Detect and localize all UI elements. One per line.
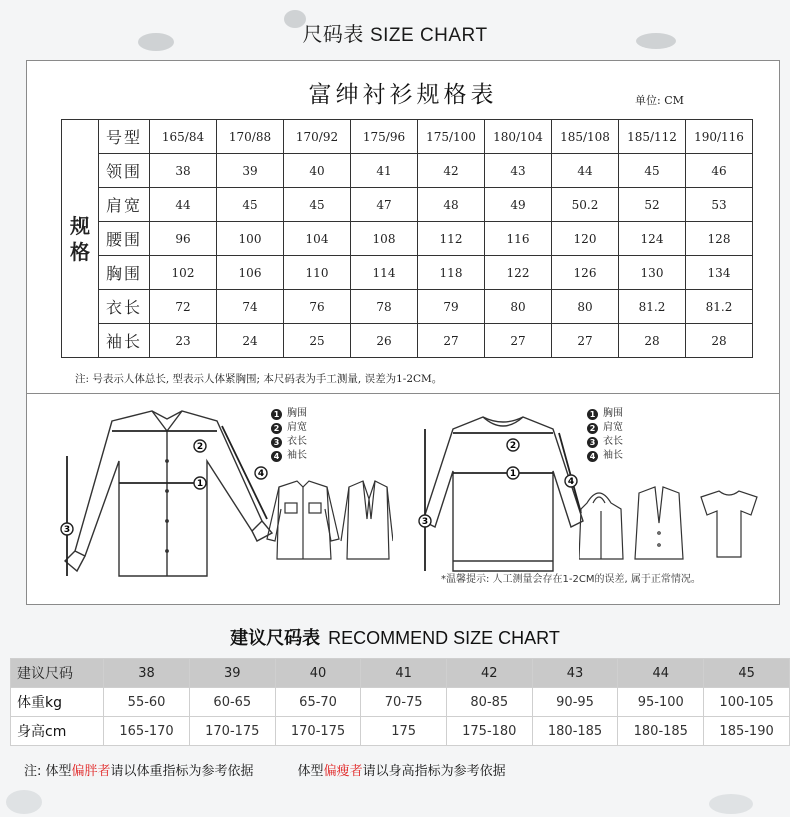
spec-cell: 102 — [150, 256, 217, 290]
spec-cell: 39 — [217, 154, 284, 188]
svg-text:1: 1 — [196, 479, 204, 489]
note-body-type: 体型 — [297, 764, 324, 779]
spec-cell: 134 — [686, 256, 753, 290]
spec-row — [62, 256, 753, 290]
spec-cell: 118 — [418, 256, 485, 290]
recommend-cell: 170-175 — [189, 717, 275, 746]
recommend-cell: 100-105 — [704, 688, 790, 717]
recommend-title — [0, 624, 790, 650]
spec-cell: 25 — [284, 324, 351, 358]
recommend-table — [10, 658, 790, 746]
legend-text: 肩宽 — [603, 422, 623, 433]
svg-text:2: 2 — [509, 441, 517, 451]
spec-cell: 112 — [418, 222, 485, 256]
spec-cell: 27 — [485, 324, 552, 358]
spec-size-header: 175/96 — [351, 120, 418, 154]
recommend-cell: 170-175 — [275, 717, 361, 746]
spec-cell: 44 — [150, 188, 217, 222]
legend-item — [587, 407, 623, 421]
spec-cell: 53 — [686, 188, 753, 222]
legend-item — [271, 421, 307, 435]
svg-text:3: 3 — [421, 517, 429, 527]
legend-text: 袖长 — [603, 450, 623, 461]
spec-cell: 43 — [485, 154, 552, 188]
legend-item — [587, 449, 623, 463]
recommend-cell: 180-185 — [618, 717, 704, 746]
spec-row — [62, 324, 753, 358]
recommend-cell: 70-75 — [361, 688, 446, 717]
spec-cell: 80 — [552, 290, 619, 324]
recommend-row-label: 身高cm — [11, 717, 104, 746]
recommend-size-header: 40 — [275, 659, 361, 688]
warm-tip: *温馨提示: 人工测量会存在1-2CM的误差, 属于正常情况。 — [441, 574, 701, 585]
decor-blob-bottom-right — [706, 790, 756, 816]
spec-size-header: 190/116 — [686, 120, 753, 154]
recommend-size-header: 43 — [532, 659, 618, 688]
spec-cell: 52 — [619, 188, 686, 222]
legend-text: 胸围 — [287, 408, 307, 419]
recommend-size-header: 45 — [704, 659, 790, 688]
spec-cell: 26 — [351, 324, 418, 358]
spec-cell: 28 — [619, 324, 686, 358]
spec-cell: 38 — [150, 154, 217, 188]
recommend-header-label: 建议尺码 — [11, 659, 104, 688]
spec-cell: 79 — [418, 290, 485, 324]
spec-cell: 72 — [150, 290, 217, 324]
spec-cell: 100 — [217, 222, 284, 256]
spec-cell: 42 — [418, 154, 485, 188]
spec-cell: 96 — [150, 222, 217, 256]
legend-number: 1 — [271, 409, 282, 420]
svg-text:4: 4 — [257, 469, 265, 479]
spec-cell: 114 — [351, 256, 418, 290]
recommend-cell: 90-95 — [532, 688, 618, 717]
recommend-cell: 165-170 — [104, 717, 190, 746]
spec-note: 注: 号表示人体总长, 型表示人体紧胸围; 本尺码表为手工测量, 误差为1-2CM。 — [75, 373, 443, 385]
spec-cell: 104 — [284, 222, 351, 256]
page-title-cn: 尺码表 — [302, 22, 364, 46]
spec-divider — [27, 393, 779, 394]
recommend-cell: 175-180 — [446, 717, 532, 746]
spec-cell: 27 — [418, 324, 485, 358]
svg-text:1: 1 — [509, 469, 517, 479]
legend-number: 3 — [271, 437, 282, 448]
spec-size-header: 170/92 — [284, 120, 351, 154]
spec-cell: 110 — [284, 256, 351, 290]
casual-wear-illustration — [579, 483, 759, 563]
spec-cell: 120 — [552, 222, 619, 256]
spec-size-header: 170/88 — [217, 120, 284, 154]
spec-cell: 45 — [284, 188, 351, 222]
recommend-row — [11, 717, 790, 746]
recommend-row — [11, 688, 790, 717]
spec-cell: 130 — [619, 256, 686, 290]
legend-number: 4 — [271, 451, 282, 462]
legend-text: 衣长 — [287, 436, 307, 447]
recommend-cell: 180-185 — [532, 717, 618, 746]
spec-cell: 126 — [552, 256, 619, 290]
spec-row-label: 肩宽 — [99, 188, 150, 222]
recommend-row-label: 体重kg — [11, 688, 104, 717]
spec-row-label: 胸围 — [99, 256, 150, 290]
spec-row-label: 袖长 — [99, 324, 150, 358]
svg-text:4: 4 — [567, 477, 575, 487]
legend-number: 4 — [587, 451, 598, 462]
legend-number: 1 — [587, 409, 598, 420]
recommend-size-header: 42 — [446, 659, 532, 688]
spec-cell: 81.2 — [686, 290, 753, 324]
sweater-measure-illustration — [413, 401, 593, 581]
spec-cell: 24 — [217, 324, 284, 358]
legend-item — [587, 435, 623, 449]
spec-cell: 50.2 — [552, 188, 619, 222]
spec-cell: 78 — [351, 290, 418, 324]
svg-text:3: 3 — [63, 525, 71, 535]
recommend-size-header: 41 — [361, 659, 446, 688]
spec-cell: 40 — [284, 154, 351, 188]
legend-text: 肩宽 — [287, 422, 307, 433]
spec-unit: 单位: CM — [635, 94, 684, 107]
recommend-title-cn: 建议尺码表 — [230, 628, 321, 649]
note-height-rule: 请以身高指标为参考依据 — [362, 764, 506, 779]
shirt-legend — [271, 407, 307, 463]
spec-size-header: 180/104 — [485, 120, 552, 154]
spec-cell: 122 — [485, 256, 552, 290]
svg-text:2: 2 — [196, 442, 204, 452]
spec-size-header: 165/84 — [150, 120, 217, 154]
spec-row — [62, 188, 753, 222]
page-title-en: SIZE CHART — [369, 25, 488, 46]
legend-item — [271, 435, 307, 449]
spec-title: 富绅衬衫规格表 — [308, 82, 498, 108]
legend-number: 2 — [587, 423, 598, 434]
spec-cell: 124 — [619, 222, 686, 256]
spec-row — [62, 154, 753, 188]
spec-cell: 44 — [552, 154, 619, 188]
spec-row — [62, 290, 753, 324]
recommend-note — [24, 760, 506, 779]
legend-item — [271, 449, 307, 463]
recommend-cell: 185-190 — [704, 717, 790, 746]
spec-cell: 45 — [217, 188, 284, 222]
spec-cell: 108 — [351, 222, 418, 256]
spec-cell: 81.2 — [619, 290, 686, 324]
recommend-size-header: 39 — [189, 659, 275, 688]
page-title — [0, 18, 790, 47]
spec-cell: 23 — [150, 324, 217, 358]
legend-number: 2 — [271, 423, 282, 434]
spec-cell: 80 — [485, 290, 552, 324]
recommend-cell: 80-85 — [446, 688, 532, 717]
legend-text: 胸围 — [603, 408, 623, 419]
spec-side-label: 规格 — [62, 120, 99, 358]
spec-cell: 128 — [686, 222, 753, 256]
legend-text: 衣长 — [603, 436, 623, 447]
spec-header-label: 号型 — [99, 120, 150, 154]
spec-table — [61, 119, 753, 358]
recommend-size-header: 38 — [104, 659, 190, 688]
spec-cell: 28 — [686, 324, 753, 358]
spec-row — [62, 222, 753, 256]
spec-size-header: 175/100 — [418, 120, 485, 154]
spec-size-header: 185/108 — [552, 120, 619, 154]
spec-size-header: 185/112 — [619, 120, 686, 154]
legend-text: 袖长 — [287, 450, 307, 461]
spec-row-label: 领围 — [99, 154, 150, 188]
spec-cell: 49 — [485, 188, 552, 222]
recommend-header-row — [11, 659, 790, 688]
recommend-cell: 95-100 — [618, 688, 704, 717]
spec-cell: 76 — [284, 290, 351, 324]
spec-cell: 74 — [217, 290, 284, 324]
spec-row-label: 衣长 — [99, 290, 150, 324]
jacket-illustration — [263, 479, 393, 563]
spec-card — [26, 60, 780, 605]
recommend-cell: 175 — [361, 717, 446, 746]
spec-cell: 45 — [619, 154, 686, 188]
spec-row-label: 腰围 — [99, 222, 150, 256]
spec-cell: 27 — [552, 324, 619, 358]
recommend-cell: 60-65 — [189, 688, 275, 717]
note-weight-rule: 请以体重指标为参考依据 — [110, 764, 254, 779]
sweater-legend — [587, 407, 623, 463]
spec-cell: 48 — [418, 188, 485, 222]
recommend-cell: 55-60 — [104, 688, 190, 717]
spec-cell: 106 — [217, 256, 284, 290]
legend-item — [587, 421, 623, 435]
spec-cell: 41 — [351, 154, 418, 188]
note-prefix: 注: 体型 — [24, 764, 72, 779]
note-slim: 偏瘦者 — [323, 764, 363, 779]
decor-blob-bottom-left — [4, 786, 44, 816]
legend-number: 3 — [587, 437, 598, 448]
recommend-size-header: 44 — [618, 659, 704, 688]
legend-item — [271, 407, 307, 421]
spec-header-row — [62, 120, 753, 154]
spec-cell: 116 — [485, 222, 552, 256]
shirt-measure-illustration — [57, 401, 282, 581]
spec-cell: 46 — [686, 154, 753, 188]
recommend-cell: 65-70 — [275, 688, 361, 717]
recommend-title-en: RECOMMEND SIZE CHART — [328, 628, 560, 648]
note-overweight: 偏胖者 — [71, 764, 111, 779]
spec-cell: 47 — [351, 188, 418, 222]
